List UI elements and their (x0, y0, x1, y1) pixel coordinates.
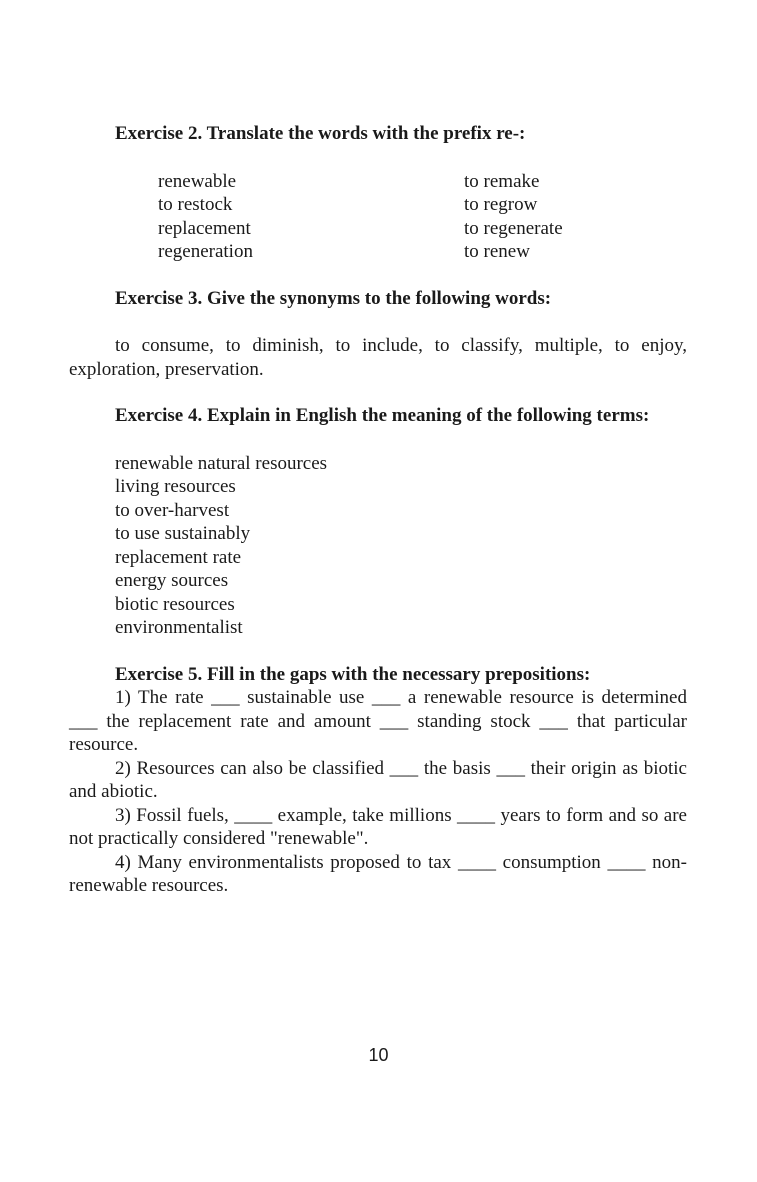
exercise-4-term-list (69, 452, 687, 640)
term-item: environmentalist (115, 617, 243, 638)
exercise-5-item-2: 2) Resources can also be classified ___ the basis ___ their origin as biotic and abiotic. (69, 757, 687, 802)
term-item: renewable natural resources (115, 452, 328, 474)
exercise-5-item-1: 1) The rate ___ sustainable use ___ a renewable resource is determined ___ the replacement rate and amount ___ standing stock ___ that particular resource. (69, 687, 687, 755)
word-item: replacement (158, 217, 251, 239)
exercise-2-left-column (158, 170, 464, 264)
term-item: replacement rate (115, 546, 242, 568)
exercise-2-heading: Exercise 2. Translate the words with the prefix re-: (115, 123, 526, 144)
word-item: regeneration (158, 241, 253, 262)
exercise-5-item-4: 4) Many environmentalists proposed to tax ____ consumption ____ non-renewable resources. (69, 851, 687, 896)
term-item: to use sustainably (115, 523, 251, 544)
word-item: to renew (464, 241, 530, 262)
word-item: to restock (158, 194, 233, 215)
term-item: to over-harvest (115, 499, 230, 521)
word-item: to regrow (464, 194, 538, 215)
page-number: 10 (368, 1045, 389, 1065)
exercise-2-word-table (69, 170, 687, 264)
page-content (69, 122, 687, 898)
word-item: renewable (158, 170, 237, 192)
term-item: biotic resources (115, 593, 235, 615)
exercise-4-heading: Exercise 4. Explain in English the meaning of the following terms: (115, 405, 650, 426)
word-item: to remake (464, 170, 540, 192)
exercise-3-text: to consume, to diminish, to include, to classify, multiple, to enjoy, exploration, preservation. (69, 335, 687, 380)
exercise-3-heading: Exercise 3. Give the synonyms to the following words: (115, 287, 552, 309)
exercise-5-item-3: 3) Fossil fuels, ____ example, take millions ____ years to form and so are not practically considered "renewable". (69, 804, 687, 849)
exercise-5-heading: Exercise 5. Fill in the gaps with the necessary prepositions: (115, 663, 591, 685)
exercise-2-right-column (464, 170, 563, 264)
term-item: energy sources (115, 570, 229, 591)
word-item: to regenerate (464, 217, 563, 239)
term-item: living resources (115, 476, 236, 497)
